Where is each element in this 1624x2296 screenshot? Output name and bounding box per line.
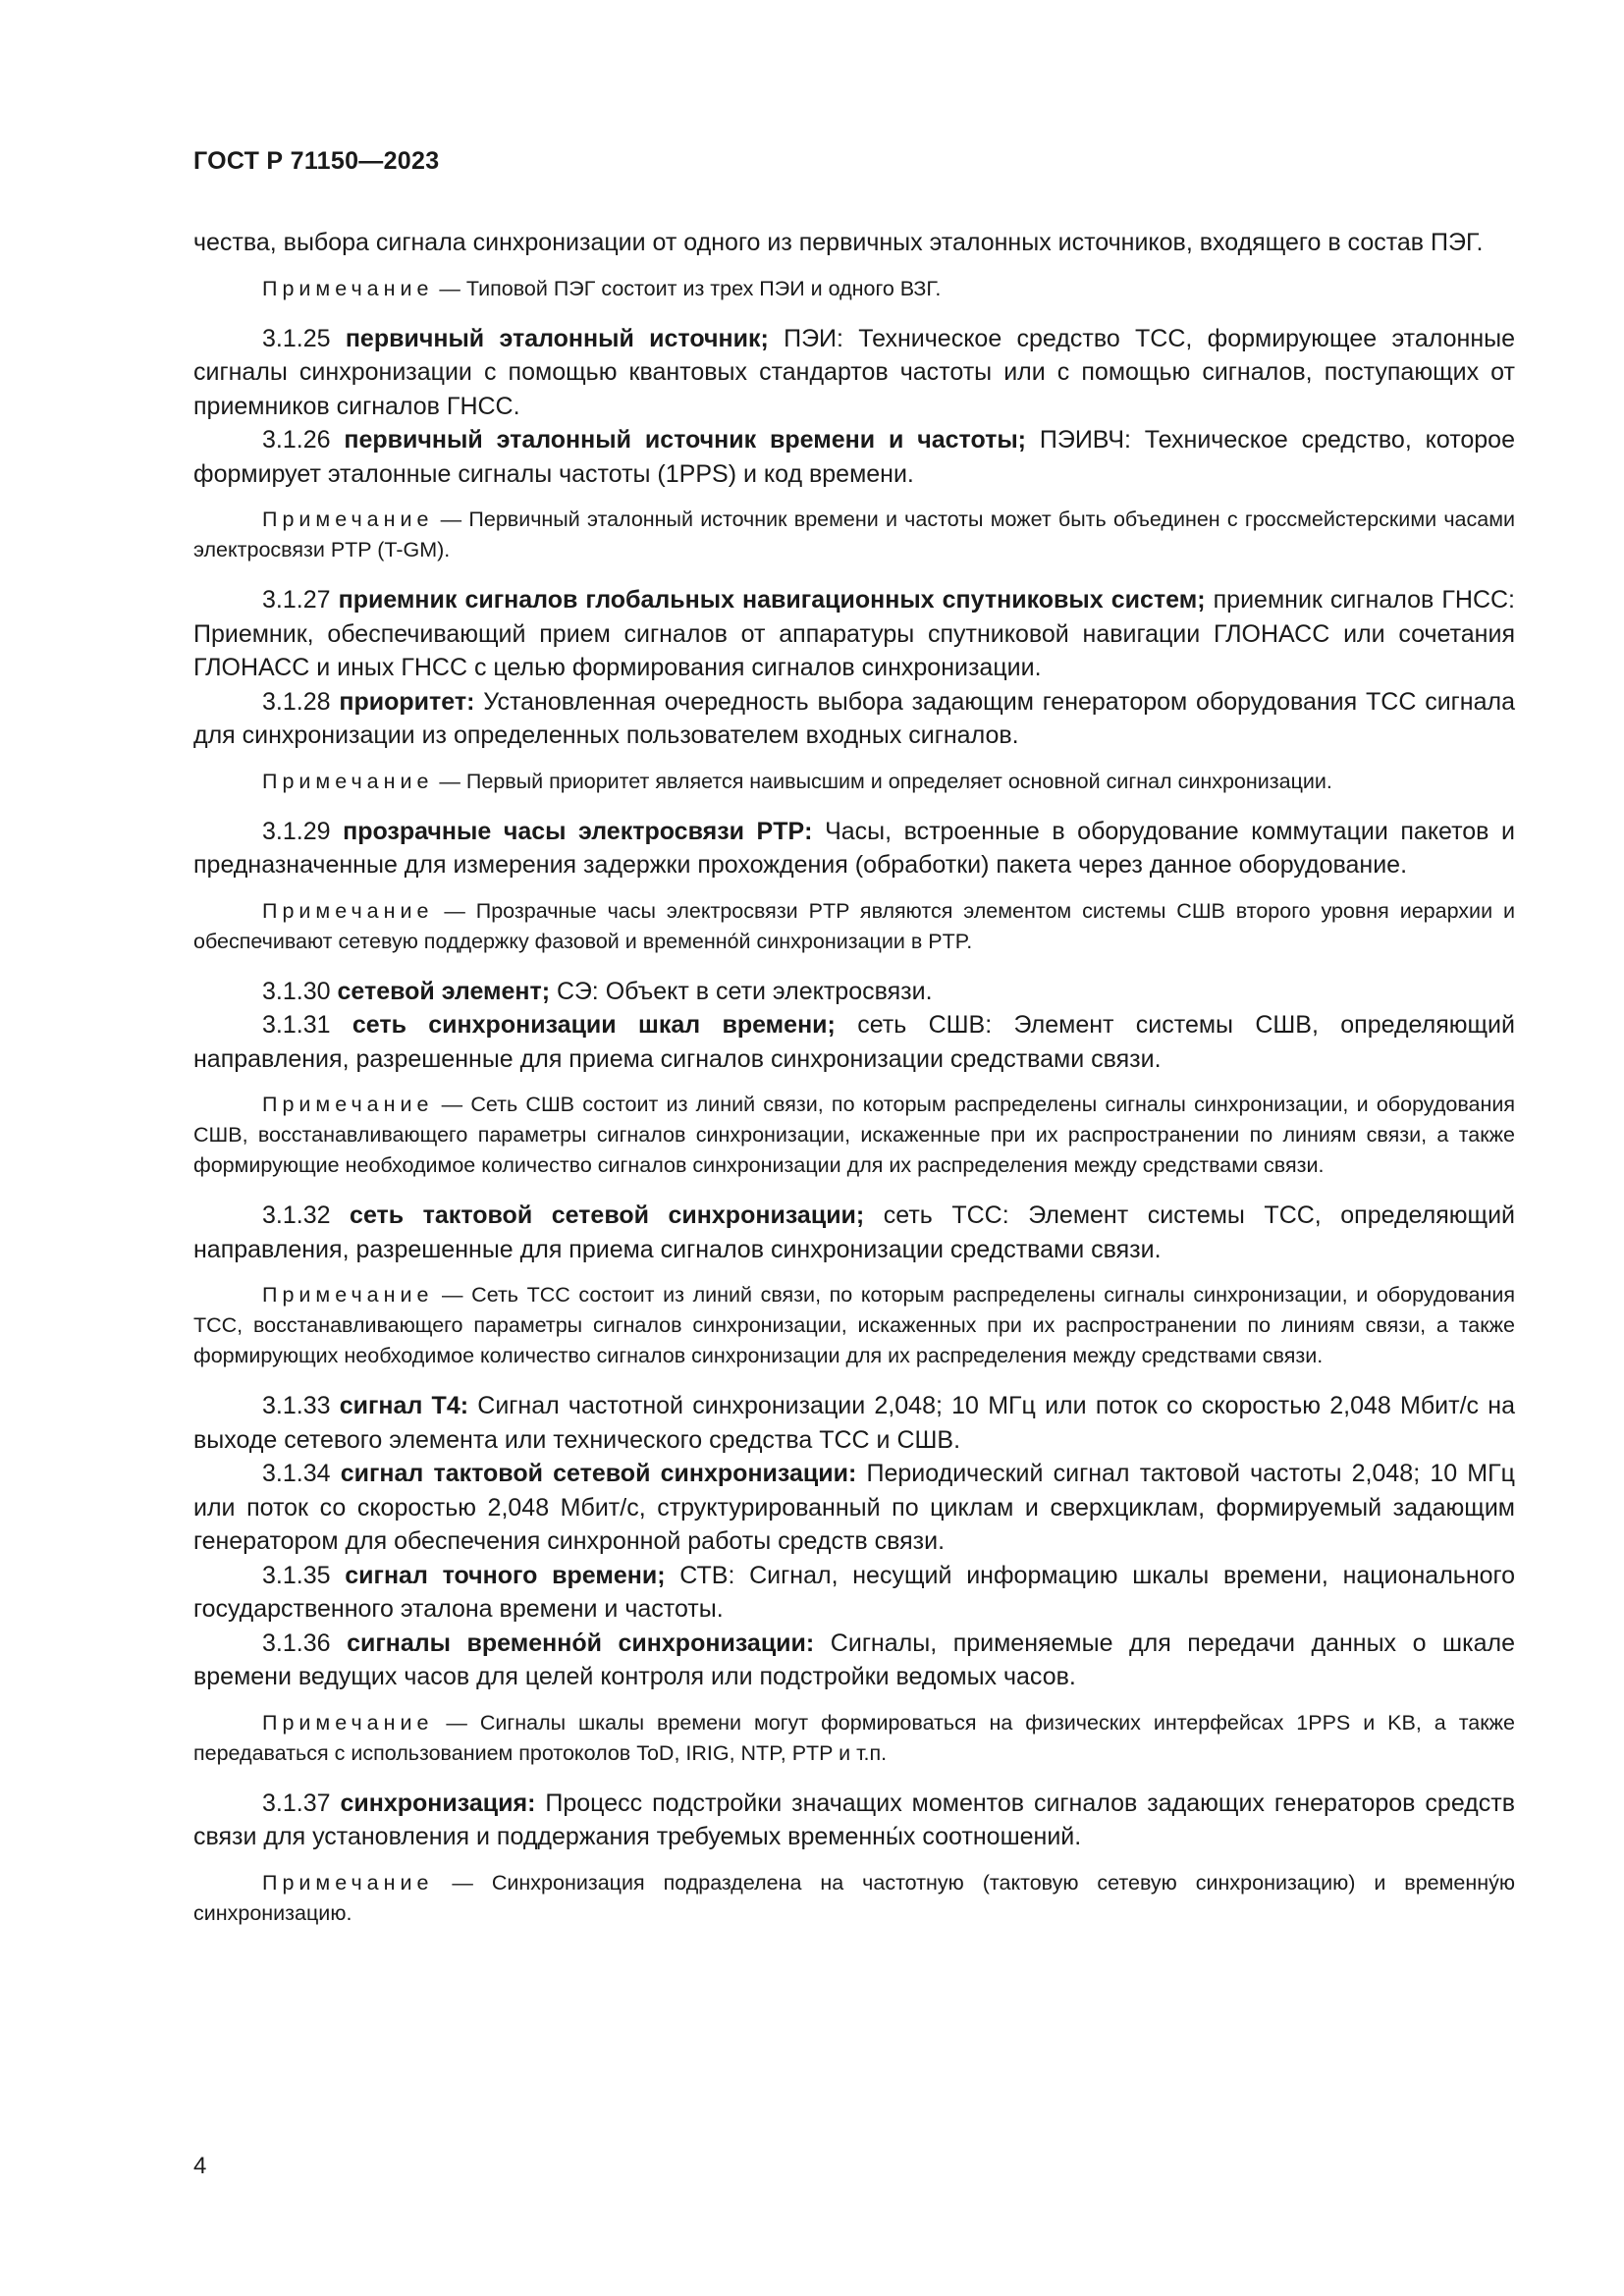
definition-term: сигнал Т4: [339,1392,469,1419]
definition-number: 3.1.34 [262,1460,331,1487]
note-label: Примечание [262,898,434,923]
definition-text: Установленная очередность выбора задающим генератором оборудования ТСС сигнала для синхронизации из определенных пользователем входных сигналов. [193,687,1516,749]
note-text: Прозрачные часы электросвязи PTP являются элементом системы СШВ второго уровня иерархии и обеспечивают сетевую поддержку фазовой и временно́й синхронизации в PTP. [193,898,1515,953]
note [193,505,1515,565]
note-label: Примечание [262,276,434,300]
note-dash: — [433,898,476,923]
definition-3-1-27 [193,583,1515,685]
definition-text: сеть СШВ: Элемент системы СШВ, определяющий направления, разрешенные для приема сигналов синхронизации средствами связи. [193,1011,1515,1073]
definition-term: синхронизация: [340,1789,536,1817]
definition-3-1-32 [193,1199,1515,1266]
note-dash: — [433,276,466,300]
definition-text: Периодический сигнал тактовой частоты 2,048; 10 МГц или поток со скоростью 2,048 Мбит/с, структурированный по циклам и сверхциклам, формируемый задающим генератором для обеспечения синхронной работы средств связи. [193,1460,1515,1555]
note-dash: — [433,507,469,531]
definition-number: 3.1.37 [262,1789,331,1817]
definition-text: ПЭИВЧ: Техническое средство, которое формирует эталонные сигналы частоты (1PPS) и код времени. [193,426,1515,488]
definition-number: 3.1.30 [262,977,331,1005]
definition-term: сигнал тактовой сетевой синхронизации: [340,1460,857,1487]
note [193,896,1515,957]
document-body [193,226,1515,1947]
note-text: Сигналы шкалы времени могут формироваться на физических интерфейсах 1PPS и KB, а также передаваться с использованием протоколов ToD, IRIG, NTP, PTP и т.п. [193,1710,1515,1765]
definition-3-1-33 [193,1389,1515,1457]
definition-text: Сигналы, применяемые для передачи данных о шкале времени ведущих часов для целей контроля или подстройки ведомых часов. [193,1629,1515,1690]
note-text: Сеть СШВ состоит из линий связи, по которым распределены сигналы синхронизации, и оборудования СШВ, восстанавливающего параметры сигналов синхронизации, искаженные при их распространении по линиям связи, а также формирующие необходимое количество сигналов синхронизации для их распределения между средствами связи. [193,1093,1515,1177]
paragraph-text: чества, выбора сигнала синхронизации от одного из первичных эталонных источников, входящего в состав ПЭГ. [193,229,1484,256]
definition-term: сеть тактовой сетевой синхронизации; [350,1201,865,1229]
definition-3-1-31 [193,1008,1515,1076]
note-label: Примечание [262,1710,434,1735]
note-text: Первичный эталонный источник времени и частоты может быть объединен с гроссмейстерскими часами электросвязи PTP (T-GM). [193,507,1515,561]
definition-text: сеть ТСС: Элемент системы ТСС, определяющий направления, разрешенные для приема сигналов синхронизации средствами связи. [193,1201,1516,1263]
definition-text: ПЭИ: Техническое средство ТСС, формирующее эталонные сигналы синхронизации с помощью квантовых стандартов частоты или с помощью сигналов, поступающих от приемников сигналов ГНСС. [193,324,1515,420]
definition-3-1-29 [193,815,1515,882]
continuation-paragraph [193,226,1515,260]
definition-text: приемник сигналов ГНСС: Приемник, обеспечивающий прием сигналов от аппаратуры спутниковой навигации ГЛОНАСС или сочетания ГЛОНАСС и иных ГНСС с целью формирования сигналов синхронизации. [193,586,1515,681]
definition-3-1-26 [193,423,1515,491]
note [193,274,1515,304]
note-text: Типовой ПЭГ состоит из трех ПЭИ и одного ВЗГ. [465,276,942,300]
note-dash: — [433,769,466,793]
note-dash: — [433,1283,472,1307]
definition-number: 3.1.27 [262,586,331,614]
note-text: Синхронизация подразделена на частотную (тактовую сетевую синхронизацию) и временну́ю синхронизацию. [193,1870,1515,1925]
note-dash: — [433,1870,492,1895]
definition-number: 3.1.33 [262,1392,331,1419]
definition-term: первичный эталонный источник; [345,324,769,352]
definition-3-1-28 [193,685,1515,753]
definition-term: приоритет: [339,687,475,716]
definition-3-1-35 [193,1559,1515,1627]
definition-term: приемник сигналов глобальных навигационных спутниковых систем; [338,586,1206,614]
note-label: Примечание [262,1283,434,1307]
definition-number: 3.1.36 [262,1629,331,1657]
note-label: Примечание [262,507,434,531]
note-label: Примечание [262,1870,434,1895]
definition-term: сетевой элемент; [337,977,551,1005]
definition-term: сигнал точного времени; [345,1561,666,1589]
definition-number: 3.1.28 [262,687,331,716]
definition-term: сеть синхронизации шкал времени; [352,1011,836,1039]
definition-3-1-25 [193,322,1515,424]
note [193,1708,1515,1769]
note [193,1280,1515,1371]
definition-text: Сигнал частотной синхронизации 2,048; 10 МГц или поток со скоростью 2,048 Мбит/с на выходе сетевого элемента или технического средства ТСС и СШВ. [193,1392,1515,1454]
note-label: Примечание [262,769,434,793]
note-dash: — [433,1710,480,1735]
definition-term: прозрачные часы электросвязи PTP: [343,817,813,845]
definition-number: 3.1.26 [262,426,331,454]
definition-number: 3.1.31 [262,1011,331,1039]
definition-text: СТВ: Сигнал, несущий информацию шкалы времени, национального государственного эталона времени и частоты. [193,1561,1515,1623]
definition-text: Часы, встроенные в оборудование коммутации пакетов и предназначенные для измерения задержки прохождения (обработки) пакета через данное оборудование. [193,817,1515,879]
definition-number: 3.1.35 [262,1561,331,1589]
page-number: 4 [193,2153,207,2179]
definition-3-1-34 [193,1457,1515,1559]
note-label: Примечание [262,1093,434,1116]
note-text: Сеть ТСС состоит из линий связи, по которым распределены сигналы синхронизации, и оборудования ТСС, восстанавливающего параметры сигналов синхронизации, искаженных при их распространении по линиям связи, а также формирующих необходимое количество сигналов синхронизации для их распределения между средствами связи. [193,1283,1516,1367]
definition-3-1-30 [193,975,1515,1009]
definition-text: СЭ: Объект в сети электросвязи. [550,977,933,1005]
definition-3-1-37 [193,1787,1515,1854]
standard-header: ГОСТ Р 71150—2023 [193,147,440,175]
note [193,1090,1515,1181]
note [193,1868,1515,1929]
definition-term: сигналы временно́й синхронизации: [347,1629,815,1657]
definition-text: Процесс подстройки значащих моментов сигналов задающих генераторов средств связи для установления и поддержания требуемых временны́х соотношений. [193,1789,1515,1850]
note [193,767,1515,797]
definition-term: первичный эталонный источник времени и частоты; [344,426,1027,454]
definition-3-1-36 [193,1627,1515,1694]
definition-number: 3.1.32 [262,1201,331,1229]
note-dash: — [433,1093,471,1116]
definition-number: 3.1.25 [262,324,331,352]
definition-number: 3.1.29 [262,817,331,845]
note-text: Первый приоритет является наивысшим и определяет основной сигнал синхронизации. [465,769,1332,793]
